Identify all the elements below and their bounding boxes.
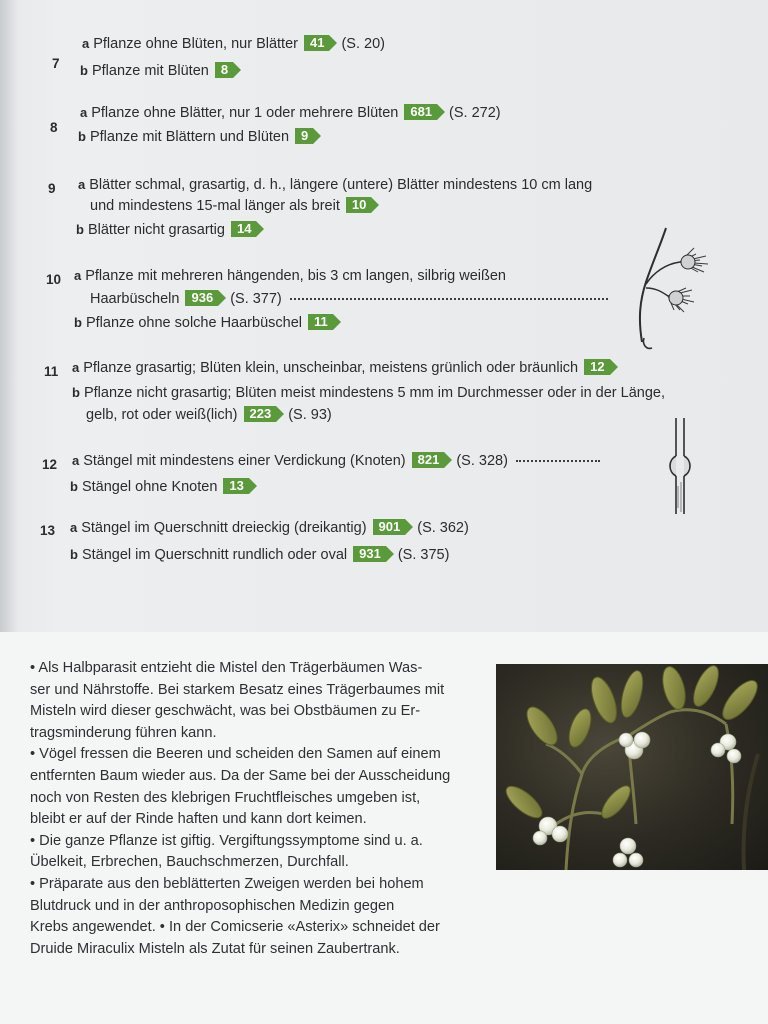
page-reference: (S. 20) (341, 36, 385, 52)
lead-to-tag[interactable]: 8 (215, 62, 233, 78)
info-line: • Die ganze Pflanze ist giftig. Vergiftungssymptome sind u. a. (30, 832, 423, 849)
entry-13a (70, 517, 469, 539)
lead-to-tag[interactable]: 11 (308, 314, 333, 330)
entry-10a (74, 265, 506, 287)
mistletoe-photo (496, 664, 768, 870)
option-text: Haarbüscheln (90, 291, 180, 307)
leader-dots (290, 297, 608, 300)
option-letter: b (70, 547, 78, 562)
entry-9a (78, 174, 592, 196)
entry-10-number: 10 (46, 272, 62, 287)
tuft-lower (668, 288, 694, 312)
option-text: Pflanze ohne Blätter, nur 1 oder mehrere Blüten (91, 105, 399, 121)
option-letter: b (74, 315, 82, 330)
info-line: Misteln wird dieser geschwächt, was bei Obstbäumen zu Er- (30, 703, 421, 720)
entry-7b (80, 60, 243, 82)
option-letter: a (78, 177, 86, 192)
option-letter: a (80, 105, 88, 120)
option-text: Stängel mit mindestens einer Verdickung (Knoten) (83, 453, 406, 469)
info-line: Blutdruck und in der anthroposophischen Medizin gegen (30, 897, 395, 914)
lead-to-tag[interactable]: 936 (185, 290, 218, 306)
mistletoe-photo-drawing (496, 664, 768, 870)
option-letter: b (76, 222, 84, 237)
page-reference: (S. 362) (417, 520, 469, 536)
tuft-upper (680, 248, 708, 272)
entry-10a-continued (90, 288, 608, 310)
lead-to-tag[interactable]: 12 (584, 359, 609, 375)
option-text: gelb, rot oder weiß(lich) (86, 407, 238, 423)
option-text: und mindestens 15-mal länger als breit (90, 198, 340, 214)
stem-node-illustration (664, 416, 698, 518)
info-line: Übelkeit, Erbrechen, Bauchschmerzen, Durchfall. (30, 854, 349, 871)
info-line: • Als Halbparasit entzieht die Mistel den Trägerbäumen Was- (30, 660, 423, 676)
info-line: bleibt er auf der Rinde haften und kann dort keimen. (30, 811, 367, 828)
page-reference: (S. 375) (397, 547, 450, 563)
option-letter: a (70, 520, 78, 535)
entry-9b (76, 219, 266, 241)
info-text (30, 658, 482, 960)
entry-13-number: 13 (40, 523, 56, 538)
hair-tuft-illustration (622, 226, 722, 356)
lead-to-tag[interactable]: 931 (353, 546, 386, 562)
info-line: Druide Miraculix Misteln als Zutat für seinen Zaubertrank. (30, 940, 400, 957)
option-text: Pflanze ohne solche Haarbüschel (85, 315, 302, 331)
option-text: Stängel im Querschnitt rundlich oder oval (81, 547, 348, 563)
info-line: • Präparate aus den beblätterten Zweigen werden bei hohem (30, 875, 424, 892)
option-text: Pflanze mit Blättern und Blüten (89, 129, 290, 145)
entry-7-number: 7 (52, 56, 60, 71)
lead-to-tag[interactable]: 13 (223, 478, 248, 494)
entry-8a (80, 102, 501, 124)
option-text: Pflanze mit mehreren hängenden, bis 3 cm langen, silbrig weißen (85, 268, 506, 284)
option-letter: a (72, 453, 80, 468)
option-letter: b (78, 129, 86, 144)
option-text: Pflanze mit Blüten (91, 63, 209, 79)
option-letter: a (82, 36, 90, 51)
page-reference: (S. 328) (456, 453, 508, 469)
lead-to-tag[interactable]: 821 (412, 452, 445, 468)
entry-12b (70, 476, 259, 498)
option-text: Blätter schmal, grasartig, d. h., längere (untere) Blätter mindestens 10 cm lang (89, 177, 593, 193)
entry-11b (72, 382, 665, 404)
option-text: Pflanze ohne Blüten, nur Blätter (93, 36, 298, 52)
option-text: Blätter nicht grasartig (87, 222, 225, 238)
lead-to-tag[interactable]: 14 (231, 221, 256, 237)
option-letter: a (74, 268, 82, 283)
entry-9a-continued (90, 195, 381, 217)
lead-to-tag[interactable]: 41 (304, 35, 329, 51)
entry-12a (72, 450, 600, 472)
lead-to-tag[interactable]: 223 (244, 406, 277, 422)
option-text: Stängel ohne Knoten (81, 479, 218, 495)
entry-11b-continued (86, 404, 332, 426)
info-line: tragsminderung führen kann. (30, 724, 217, 741)
page-reference: (S. 272) (449, 105, 501, 121)
info-line: noch von Resten des klebrigen Fruchtfleisches umgeben ist, (30, 789, 421, 806)
lead-to-tag[interactable]: 901 (373, 519, 406, 535)
option-letter: a (72, 360, 80, 375)
info-line: entfernten Baum wieder aus. Da der Same bei der Ausscheidung (30, 767, 451, 784)
info-line: ser und Nährstoffe. Bei starkem Besatz eines Trägerbaumes mit (30, 681, 445, 698)
entry-13b (70, 544, 449, 566)
option-text: Pflanze nicht grasartig; Blüten meist mindestens 5 mm im Durchmesser oder in der Länge, (83, 385, 666, 401)
mistletoe-info-box (0, 632, 768, 1024)
page-reference: (S. 93) (288, 407, 332, 423)
entry-10b (74, 312, 343, 334)
entry-8-number: 8 (50, 120, 58, 135)
entry-9-number: 9 (48, 181, 56, 196)
lead-to-tag[interactable]: 10 (346, 197, 371, 213)
option-letter: b (80, 63, 88, 78)
page-reference: (S. 377) (230, 291, 282, 307)
entry-12-number: 12 (42, 457, 58, 472)
leader-dots (516, 459, 600, 462)
entry-8b (78, 126, 323, 148)
lead-to-tag[interactable]: 9 (295, 128, 313, 144)
info-line: Krebs angewendet. • In der Comicserie «Asterix» schneidet der (30, 919, 440, 936)
entry-7a (82, 33, 385, 55)
info-line: • Vögel fressen die Beeren und scheiden den Samen auf einem (30, 746, 441, 763)
option-letter: b (72, 385, 80, 400)
entry-11a (72, 357, 620, 379)
option-text: Stängel im Querschnitt dreieckig (dreikantig) (81, 520, 367, 536)
lead-to-tag[interactable]: 681 (404, 104, 437, 120)
option-text: Pflanze grasartig; Blüten klein, unscheinbar, meistens grünlich oder bräunlich (83, 360, 579, 376)
option-letter: b (70, 479, 78, 494)
entry-11-number: 11 (44, 364, 59, 379)
